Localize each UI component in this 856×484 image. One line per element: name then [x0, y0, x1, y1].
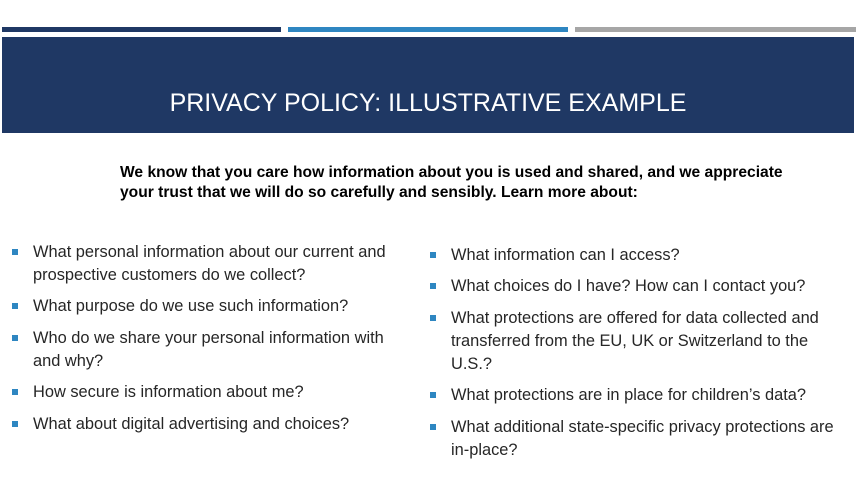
list-item-text: What information can I access? [451, 246, 680, 264]
square-bullet-icon [12, 389, 18, 395]
list-item-text: What about digital advertising and choices? [33, 414, 350, 433]
square-bullet-icon [12, 303, 18, 309]
right-bullet-list [428, 244, 848, 470]
list-item-text: What purpose do we use such information? [33, 297, 349, 316]
list-item-text: Who do we share your personal information with and why? [33, 328, 384, 370]
list-item [10, 327, 410, 373]
square-bullet-icon [12, 335, 18, 341]
intro-paragraph: We know that you care how information about you is used and shared, and we appreciate your trust that we will do so carefully and sensibly. Learn more about: [120, 164, 783, 201]
accent-bar-gray [575, 27, 856, 32]
left-bullet-list [10, 241, 410, 444]
list-item [10, 381, 410, 404]
list-item-text: What personal information about our current and prospective customers do we collect? [33, 243, 386, 284]
list-item [428, 384, 848, 407]
list-item-text: What choices do I have? How can I contact you? [451, 277, 806, 296]
square-bullet-icon [12, 421, 18, 427]
list-item-text: What protections are offered for data collected and transferred from the EU, UK or Switzerland to the U.S.? [451, 308, 819, 373]
square-bullet-icon [12, 249, 18, 255]
list-item [428, 244, 848, 267]
square-bullet-icon [430, 424, 436, 430]
list-item [428, 275, 848, 298]
slide-title: PRIVACY POLICY: ILLUSTRATIVE EXAMPLE [169, 89, 687, 117]
accent-bar-navy [2, 27, 281, 32]
list-item [428, 307, 848, 376]
list-item-text: What additional state-specific privacy protections are in-place? [451, 417, 834, 459]
list-item [10, 295, 410, 318]
square-bullet-icon [430, 283, 436, 289]
list-item-text: What protections are in place for children’s data? [451, 386, 807, 405]
list-item-text: How secure is information about me? [33, 383, 304, 402]
square-bullet-icon [430, 315, 436, 321]
accent-bar-blue [288, 27, 568, 32]
square-bullet-icon [430, 392, 436, 398]
square-bullet-icon [430, 252, 436, 258]
list-item [10, 241, 410, 287]
title-banner [2, 37, 854, 133]
list-item [428, 416, 848, 462]
list-item [10, 413, 410, 436]
